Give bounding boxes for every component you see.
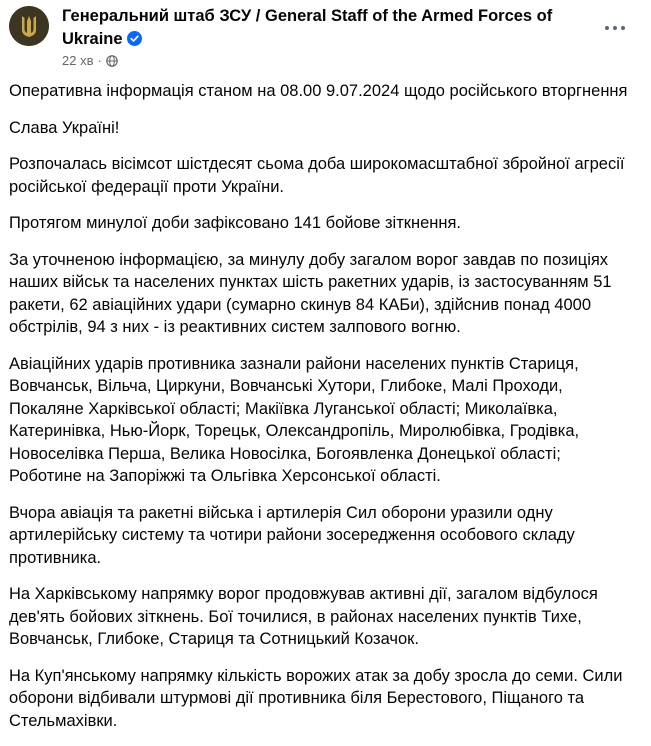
more-horizontal-icon-dot (605, 26, 609, 30)
page-name-link[interactable] (62, 5, 582, 51)
post-paragraph: На Куп'янському напрямку кількість ворожих атак за добу зросла до семи. Сили оборони відбивали штурмові дії противника біля Берестового, Піщаного та Стельмахівки. (9, 666, 623, 730)
avatar[interactable] (9, 6, 49, 46)
post-paragraph: Оперативна інформація станом на 08.00 9.07.2024 щодо російського вторгнення (9, 82, 628, 100)
more-horizontal-icon-dot (621, 26, 625, 30)
verified-badge-icon (127, 31, 142, 46)
post-paragraph: Розпочалась вісімсот шістдесят сьома доба широкомасштабної збройної агресії російської федерації проти України. (9, 155, 625, 196)
more-horizontal-icon-dot (613, 26, 617, 30)
post-paragraph: На Харківському напрямку ворог продовжував активні дії, загалом відбулося дев'ять бойових зіткнень. Бої точилися, в районах населених пунктів Тихе, Вовчанськ, Глибоке, Стариця та Сотницький Козачок. (9, 585, 598, 648)
post-paragraph: За уточненою інформацією, за минулу добу загалом ворог завдав по позиціях наших військ та населених пунктах шість ракетних ударів, із застосуванням 51 ракети, 62 авіаційних удари (сумарно скинув 84 КАБи), здійснив понад 4000 обстрілів, 94 з них - із реактивних систем залпового вогню. (9, 250, 612, 336)
post-paragraph: Протягом минулої доби зафіксовано 141 бойове зіткнення. (9, 214, 462, 232)
post-paragraph: Авіаційних ударів противника зазнали райони населених пунктів Стариця, Вовчанськ, Вільча, Циркуни, Вовчанські Хутори, Глибоке, Малі Проходи, Покаляне Харківської області; Макіївка Луганської області; Миколаївка, Катеринівка, Нью-Йорк, Торецьк, Олександропіль, Миролюбівка, Гродівка, Новоселівка Перша, Велика Новосілка, Богоявленка Донецької області; Роботине на Запоріжжі та Ольгівка Херсонської області. (9, 354, 580, 485)
post-paragraph: Вчора авіація та ракетні війська і артилерія Сил оборони уразили одну артилерійську систему та чотири райони зосередження особового складу противника. (9, 503, 575, 567)
trident-emblem-icon (9, 6, 49, 46)
post-paragraph: Слава Україні! (9, 118, 120, 137)
post-meta (62, 53, 118, 69)
meta-separator: · (97, 53, 102, 68)
post-body (9, 80, 637, 746)
globe-icon[interactable] (106, 55, 118, 67)
post-timestamp-link[interactable]: 22 хв (62, 53, 94, 68)
post-header (0, 0, 651, 72)
more-options-button[interactable] (597, 10, 633, 46)
page-name-text[interactable]: Генеральний штаб ЗСУ / General Staff of the Armed Forces of Ukraine (62, 7, 553, 48)
